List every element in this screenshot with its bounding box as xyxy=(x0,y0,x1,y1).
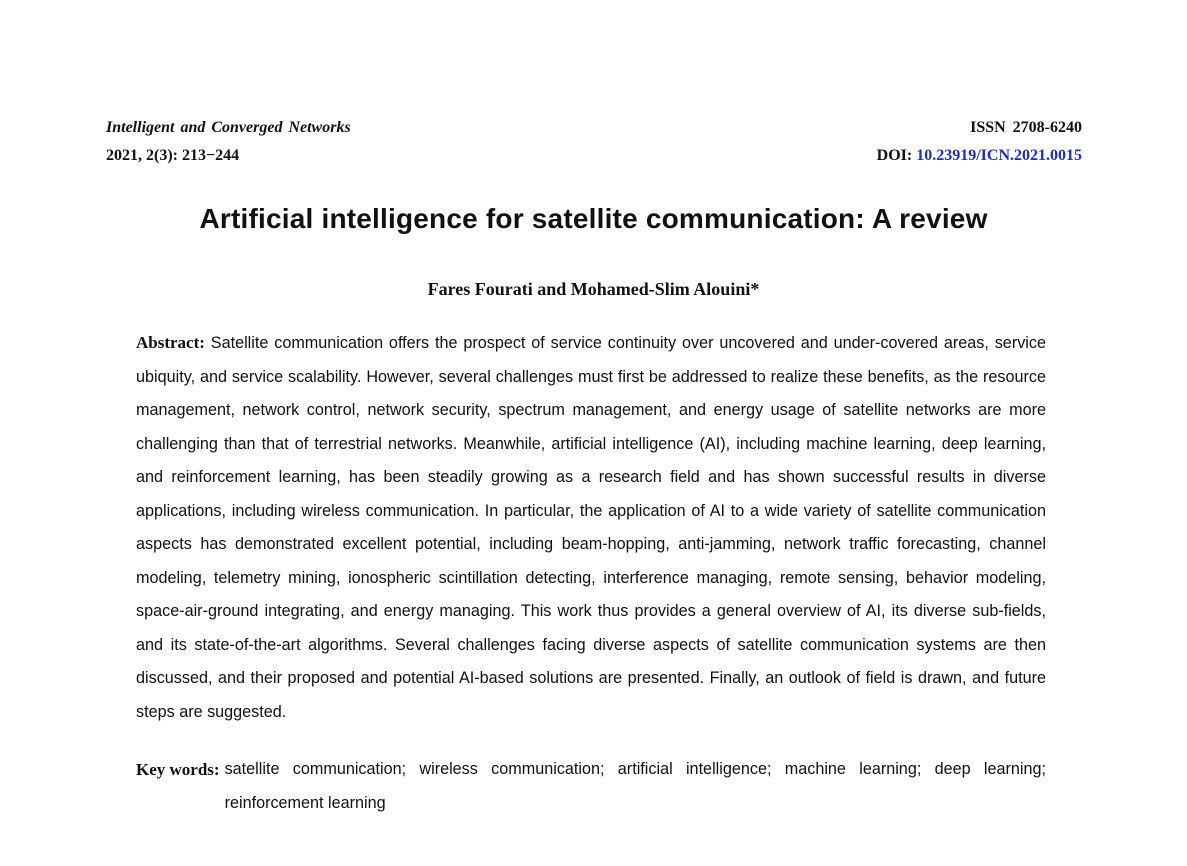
doi xyxy=(877,142,1082,170)
journal-name: Intelligent and Converged Networks xyxy=(106,119,351,136)
keywords xyxy=(136,753,1046,820)
doi-label: DOI: xyxy=(876,147,913,164)
header-row-2 xyxy=(106,142,1082,170)
abstract-text: Satellite communication offers the prospect of service continuity over uncovered and under-covered areas, service ubiquity, and service scalability. However, several challenges must first be addressed to realize these benefits, as the resource management, network control, network security, spectrum management, and energy usage of satellite networks are more challenging than that of terrestrial networks. Meanwhile, artificial intelligence (AI), including machine learning, deep learning, and reinforcement learning, has been steadily growing as a research field and has shown successful results in diverse applications, including wireless communication. In particular, the application of AI to a wide variety of satellite communication aspects has demonstrated excellent potential, including beam-hopping, anti-jamming, network traffic forecasting, channel modeling, telemetry mining, ionospheric scintillation detecting, interference managing, remote sensing, behavior modeling, space-air-ground integrating, and energy managing. This work thus provides a general overview of AI, its diverse sub-fields, and its state-of-the-art algorithms. Several challenges facing diverse aspects of satellite communication systems are then discussed, and their proposed and potential AI-based solutions are presented. Finally, an outlook of field is drawn, and future steps are suggested. xyxy=(136,334,1046,721)
abstract-label: Abstract: xyxy=(136,333,205,352)
header-row-1 xyxy=(106,114,1082,142)
journal-header xyxy=(106,114,1082,170)
volume-pages: 2021, 2(3): 213−244 xyxy=(106,147,240,164)
doi-link[interactable]: 10.23919/ICN.2021.0015 xyxy=(916,147,1082,164)
issn: ISSN 2708-6240 xyxy=(970,119,1082,136)
keywords-label: Key words: xyxy=(136,760,220,779)
author-list: Fares Fourati and Mohamed-Slim Alouini* xyxy=(427,279,760,299)
abstract xyxy=(136,326,1046,729)
keywords-text: satellite communication; wireless communication; artificial intelligence; machine learning; deep learning; reinforcement learning xyxy=(224,760,1046,812)
paper-title: Artificial intelligence for satellite communication: A review xyxy=(199,203,988,234)
